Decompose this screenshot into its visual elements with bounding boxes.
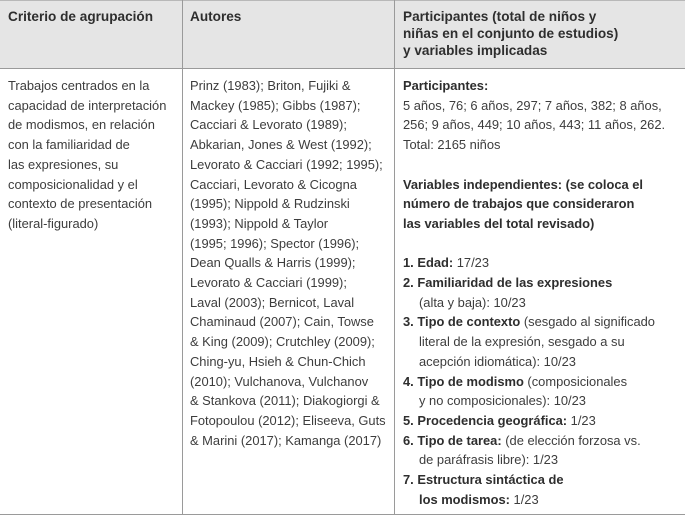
criterio-line: composicionalidad y el (8, 176, 138, 192)
autores-line: Cacciari, Levorato & Cicogna (190, 176, 357, 192)
autores-line: Cacciari & Levorato (1989); (190, 117, 347, 133)
variable-item: 7. Estructura sintáctica de los modismos: 1/23 (403, 472, 564, 507)
autores-line: Levorato & Cacciari (1999); (190, 275, 347, 291)
column-divider (182, 0, 183, 515)
autores-line: Prinz (1983); Briton, Fujiki & (190, 78, 351, 93)
column-divider (394, 0, 395, 515)
criterio-line: Trabajos centrados en la (8, 78, 150, 93)
participantes-total: Total: 2165 niños (403, 137, 501, 153)
autores-line: (2010); Vulchanova, Vulchanov (190, 373, 369, 389)
variables-list (403, 253, 683, 509)
autores-line: (1995; 1996); Spector (1996); (190, 235, 360, 251)
criterio-line: las expresiones, su (8, 156, 119, 172)
variable-item: 2. Familiaridad de las expresiones (alta y baja): 10/23 (403, 275, 613, 310)
autores-line: (1993); Nippold & Taylor (190, 215, 329, 231)
criterio-line: contexto de presentación (8, 196, 153, 212)
participantes-line: 5 años, 76; 6 años, 297; 7 años, 382; 8 años, (403, 97, 662, 113)
criterio-line: capacidad de interpretación (8, 97, 167, 113)
autores-line: Mackey (1985); Gibbs (1987); (190, 97, 361, 113)
autores-line: Chaminaud (2007); Cain, Towse (190, 314, 374, 330)
autores-line: Abkarian, Jones & West (1992); (190, 137, 372, 153)
participantes-cell (403, 76, 683, 509)
criterio-line: con la familiaridad de (8, 137, 130, 153)
participantes-heading: Participantes: (403, 78, 489, 93)
autores-line: Laval (2003); Bernicot, Laval (190, 294, 355, 310)
autores-line: Ching-yu, Hsieh & Chun-Chich (190, 353, 366, 369)
variable-item: 5. Procedencia geográfica: 1/23 (403, 412, 596, 428)
header-autores: Autores (190, 9, 242, 24)
variables-heading-line: las variables del total revisado) (403, 215, 595, 231)
criterio-line: de modismos, en relación (8, 117, 155, 133)
variable-item: 6. Tipo de tarea: (de elección forzosa vs. de paráfrasis libre): 1/23 (403, 432, 641, 468)
variable-item: 3. Tipo de contexto (sesgado al significado literal de la expresión, sesgado a su acepción idiomática): 10/23 (403, 314, 655, 369)
criterio-cell (8, 76, 180, 234)
participantes-line: 256; 9 años, 449; 10 años, 443; 11 años, 262. (403, 117, 666, 133)
header-participantes: Participantes (total de niños y niñas en el conjunto de estudios) y variables implicadas (403, 9, 619, 58)
autores-line: & Marini (2017); Kamanga (2017) (190, 432, 382, 448)
criterio-line: (literal-figurado) (8, 215, 99, 231)
autores-line: & King (2009); Crutchley (2009); (190, 334, 375, 350)
autores-line: Levorato & Cacciari (1992; 1995); (190, 156, 383, 172)
autores-line: & Stankova (2011); Diakogiorgi & (190, 393, 380, 409)
variable-item: 1. Edad: 17/23 (403, 255, 490, 271)
variables-heading-line: número de trabajos que consideraron (403, 196, 635, 212)
variables-heading-line: Variables independientes: (se coloca el (403, 176, 643, 192)
autores-cell (190, 76, 392, 450)
variable-item: 4. Tipo de modismo (composicionales y no composicionales): 10/23 (403, 373, 628, 409)
autores-line: (1995); Nippold & Rudzinski (190, 196, 350, 212)
autores-line: Dean Qualls & Harris (1999); (190, 255, 356, 271)
header-criterio: Criterio de agrupación (8, 9, 154, 24)
autores-line: Fotopoulou (2012); Eliseeva, Guts (190, 412, 386, 428)
